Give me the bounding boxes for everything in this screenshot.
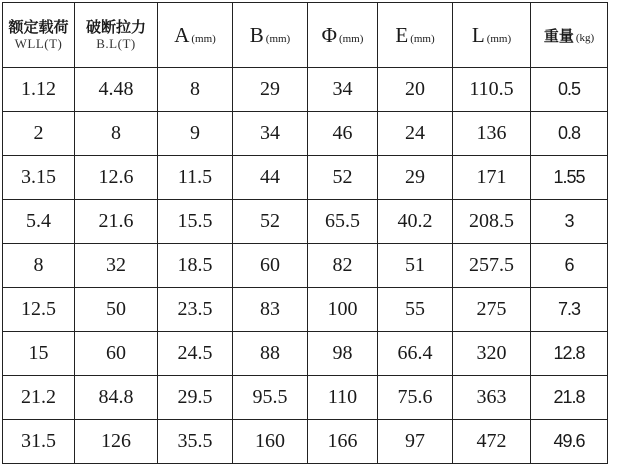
cell-a: 24.5 bbox=[158, 332, 233, 376]
cell-b: 88 bbox=[233, 332, 308, 376]
cell-phi: 166 bbox=[308, 420, 378, 464]
table-row bbox=[3, 420, 608, 464]
header-e-unit: (mm) bbox=[410, 32, 435, 45]
cell-e: 66.4 bbox=[378, 332, 453, 376]
cell-wll: 21.2 bbox=[3, 376, 75, 420]
cell-b: 95.5 bbox=[233, 376, 308, 420]
header-weight-unit: (kg) bbox=[575, 31, 595, 44]
header-bl-sub: B.L(T) bbox=[96, 36, 136, 52]
table-row bbox=[3, 156, 608, 200]
header-wll-label: 额定载荷 bbox=[8, 17, 69, 36]
cell-wll: 12.5 bbox=[3, 288, 75, 332]
header-wll-sub: WLL(T) bbox=[14, 36, 63, 52]
header-a-unit: (mm) bbox=[191, 32, 216, 45]
cell-wll: 1.12 bbox=[3, 68, 75, 112]
header-e bbox=[378, 3, 453, 68]
cell-bl: 4.48 bbox=[75, 68, 158, 112]
cell-bl: 12.6 bbox=[75, 156, 158, 200]
cell-bl: 8 bbox=[75, 112, 158, 156]
table-row bbox=[3, 288, 608, 332]
header-bl bbox=[75, 3, 158, 68]
cell-phi: 65.5 bbox=[308, 200, 378, 244]
header-a-label: A bbox=[174, 22, 190, 47]
cell-b: 52 bbox=[233, 200, 308, 244]
cell-wll: 31.5 bbox=[3, 420, 75, 464]
cell-e: 40.2 bbox=[378, 200, 453, 244]
cell-phi: 34 bbox=[308, 68, 378, 112]
cell-bl: 32 bbox=[75, 244, 158, 288]
cell-b: 44 bbox=[233, 156, 308, 200]
cell-e: 97 bbox=[378, 420, 453, 464]
header-a bbox=[158, 3, 233, 68]
header-e-label: E bbox=[395, 22, 409, 47]
cell-phi: 46 bbox=[308, 112, 378, 156]
cell-l: 257.5 bbox=[453, 244, 531, 288]
cell-e: 75.6 bbox=[378, 376, 453, 420]
cell-e: 29 bbox=[378, 156, 453, 200]
table-body bbox=[3, 68, 608, 464]
cell-weight: 7.3 bbox=[531, 288, 608, 332]
cell-phi: 110 bbox=[308, 376, 378, 420]
cell-b: 160 bbox=[233, 420, 308, 464]
header-l-label: L bbox=[471, 22, 485, 47]
cell-phi: 82 bbox=[308, 244, 378, 288]
header-weight-label: 重量 bbox=[543, 26, 574, 45]
cell-l: 136 bbox=[453, 112, 531, 156]
cell-weight: 0.5 bbox=[531, 68, 608, 112]
cell-weight: 0.8 bbox=[531, 112, 608, 156]
cell-l: 275 bbox=[453, 288, 531, 332]
cell-bl: 50 bbox=[75, 288, 158, 332]
header-wll bbox=[3, 3, 75, 68]
cell-b: 34 bbox=[233, 112, 308, 156]
cell-wll: 5.4 bbox=[3, 200, 75, 244]
cell-a: 18.5 bbox=[158, 244, 233, 288]
header-phi bbox=[308, 3, 378, 68]
cell-wll: 2 bbox=[3, 112, 75, 156]
cell-wll: 15 bbox=[3, 332, 75, 376]
cell-a: 8 bbox=[158, 68, 233, 112]
cell-phi: 98 bbox=[308, 332, 378, 376]
cell-weight: 49.6 bbox=[531, 420, 608, 464]
cell-a: 35.5 bbox=[158, 420, 233, 464]
cell-e: 24 bbox=[378, 112, 453, 156]
spec-table bbox=[2, 2, 608, 464]
header-b-unit: (mm) bbox=[265, 32, 291, 45]
header-b-label: B bbox=[249, 22, 264, 47]
cell-bl: 21.6 bbox=[75, 200, 158, 244]
table-row bbox=[3, 200, 608, 244]
header-weight bbox=[531, 3, 608, 68]
cell-wll: 8 bbox=[3, 244, 75, 288]
cell-wll: 3.15 bbox=[3, 156, 75, 200]
cell-l: 472 bbox=[453, 420, 531, 464]
cell-weight: 12.8 bbox=[531, 332, 608, 376]
cell-phi: 52 bbox=[308, 156, 378, 200]
header-phi-label: Φ bbox=[321, 22, 337, 47]
header-phi-unit: (mm) bbox=[338, 32, 364, 45]
table-row bbox=[3, 112, 608, 156]
cell-b: 29 bbox=[233, 68, 308, 112]
cell-a: 15.5 bbox=[158, 200, 233, 244]
cell-weight: 6 bbox=[531, 244, 608, 288]
table-row bbox=[3, 332, 608, 376]
cell-weight: 3 bbox=[531, 200, 608, 244]
cell-l: 171 bbox=[453, 156, 531, 200]
table-row bbox=[3, 68, 608, 112]
cell-weight: 21.8 bbox=[531, 376, 608, 420]
table-row bbox=[3, 244, 608, 288]
header-l-unit: (mm) bbox=[486, 32, 512, 45]
header-row bbox=[3, 3, 608, 68]
cell-e: 51 bbox=[378, 244, 453, 288]
cell-phi: 100 bbox=[308, 288, 378, 332]
header-bl-label: 破断拉力 bbox=[85, 17, 146, 36]
cell-l: 110.5 bbox=[453, 68, 531, 112]
cell-a: 11.5 bbox=[158, 156, 233, 200]
cell-weight: 1.55 bbox=[531, 156, 608, 200]
cell-e: 20 bbox=[378, 68, 453, 112]
header-b bbox=[233, 3, 308, 68]
table-row bbox=[3, 376, 608, 420]
cell-l: 208.5 bbox=[453, 200, 531, 244]
cell-a: 9 bbox=[158, 112, 233, 156]
cell-bl: 84.8 bbox=[75, 376, 158, 420]
cell-b: 60 bbox=[233, 244, 308, 288]
cell-a: 23.5 bbox=[158, 288, 233, 332]
header-l bbox=[453, 3, 531, 68]
cell-a: 29.5 bbox=[158, 376, 233, 420]
cell-bl: 126 bbox=[75, 420, 158, 464]
cell-l: 363 bbox=[453, 376, 531, 420]
cell-e: 55 bbox=[378, 288, 453, 332]
cell-l: 320 bbox=[453, 332, 531, 376]
cell-b: 83 bbox=[233, 288, 308, 332]
cell-bl: 60 bbox=[75, 332, 158, 376]
